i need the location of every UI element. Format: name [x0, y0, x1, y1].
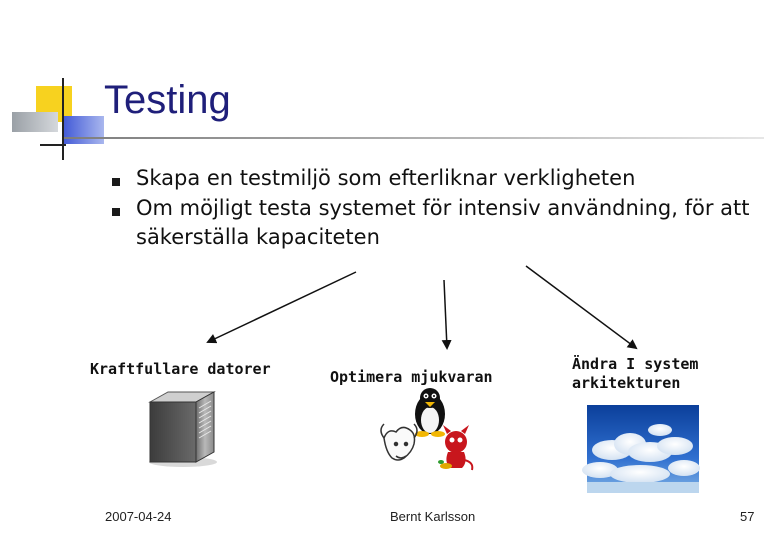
branch-label-architecture-line1: Ändra I system [572, 355, 699, 373]
bullet-item-2: Om möjligt testa systemet för intensiv användning, för att säkerställa kapaciteten [136, 196, 750, 249]
footer-author: Bernt Karlsson [390, 509, 476, 524]
footer-date: 2007-04-24 [105, 509, 172, 524]
page-number: 57 [740, 509, 755, 524]
bullet-item-1: Skapa en testmiljö som efterliknar verkligheten [136, 166, 636, 190]
branch-label-architecture-line2: arkitekturen [572, 374, 681, 392]
branch-label-computers: Kraftfullare datorer [90, 360, 271, 378]
branch-label-software: Optimera mjukvaran [330, 368, 493, 386]
slide-title: Testing [104, 78, 231, 122]
